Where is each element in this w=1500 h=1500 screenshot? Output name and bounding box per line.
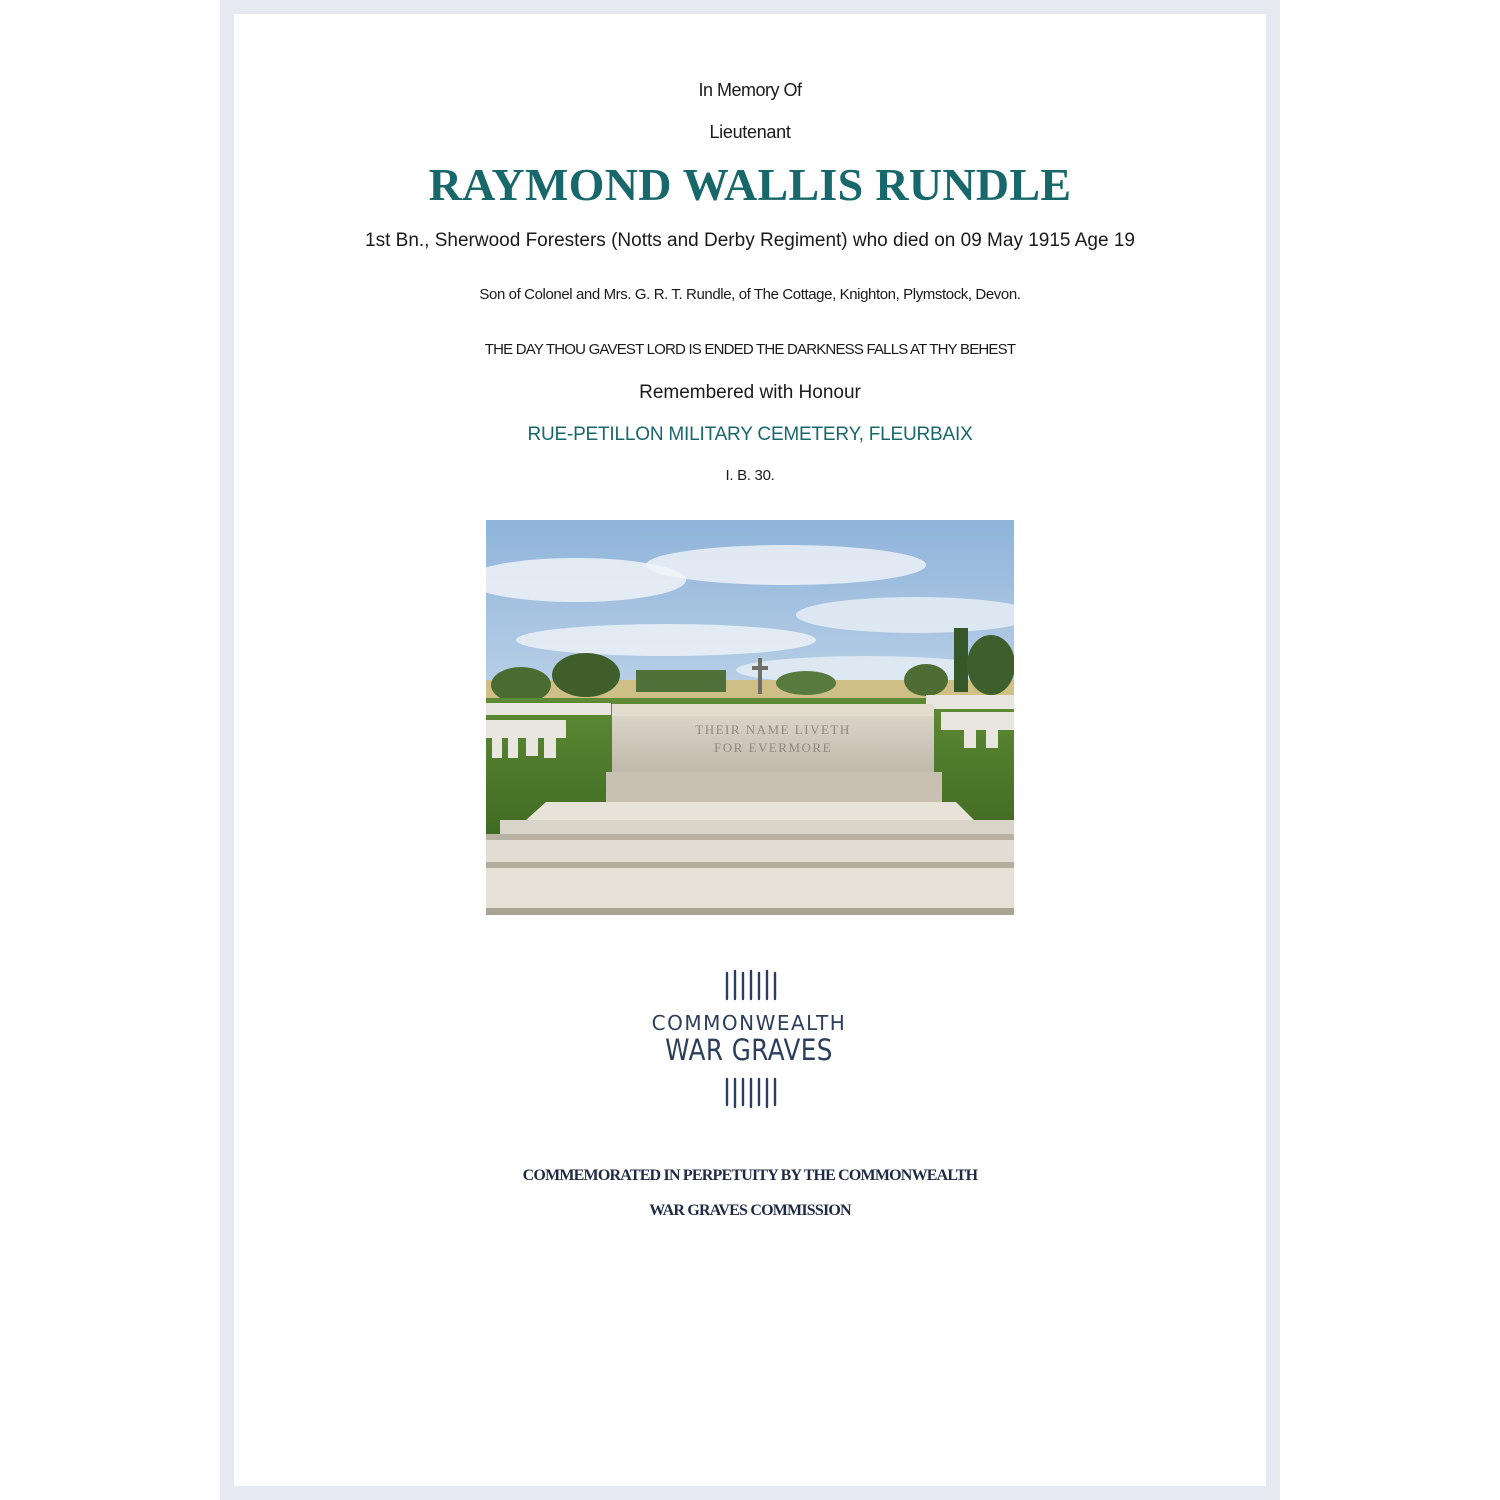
- footer-line1: COMMEMORATED IN PERPETUITY BY THE COMMONWEALTH: [522, 1167, 978, 1184]
- logo-pillars-top-icon: [624, 969, 874, 1003]
- logo-text-war-graves: WAR GRAVES: [665, 1033, 833, 1067]
- in-memory-heading: In Memory Of: [698, 80, 802, 100]
- stone-inscription-line1: THEIR NAME LIVETH: [695, 722, 851, 737]
- casualty-name: RAYMOND WALLIS RUNDLE: [428, 159, 1072, 210]
- remembered-with-honour: Remembered with Honour: [639, 382, 861, 403]
- footer-line2: WAR GRAVES COMMISSION: [649, 1202, 851, 1219]
- certificate-page: [234, 14, 1266, 1486]
- epitaph: THE DAY THOU GAVEST LORD IS ENDED THE DARKNESS FALLS AT THY BEHEST: [484, 341, 1016, 358]
- cemetery-photo-illustration: [486, 520, 1014, 915]
- cwgc-logo: [624, 969, 874, 1109]
- page-frame: [220, 0, 1280, 1500]
- cemetery-name: RUE-PETILLON MILITARY CEMETERY, FLEURBAIX: [527, 424, 973, 445]
- cemetery-photo: [486, 520, 1014, 915]
- logo-text-commonwealth: COMMONWEALTH: [651, 1011, 847, 1035]
- stone-inscription-line2: FOR EVERMORE: [713, 740, 833, 755]
- family-line: Son of Colonel and Mrs. G. R. T. Rundle, of The Cottage, Knighton, Plymstock, Devon.: [479, 286, 1021, 303]
- unit-line: 1st Bn., Sherwood Foresters (Notts and Derby Regiment) who died on 09 May 1915 Age 19: [365, 230, 1135, 251]
- logo-pillars-bottom-icon: [624, 1075, 874, 1109]
- rank-label: Lieutenant: [709, 122, 791, 142]
- grave-reference: I. B. 30.: [725, 467, 775, 484]
